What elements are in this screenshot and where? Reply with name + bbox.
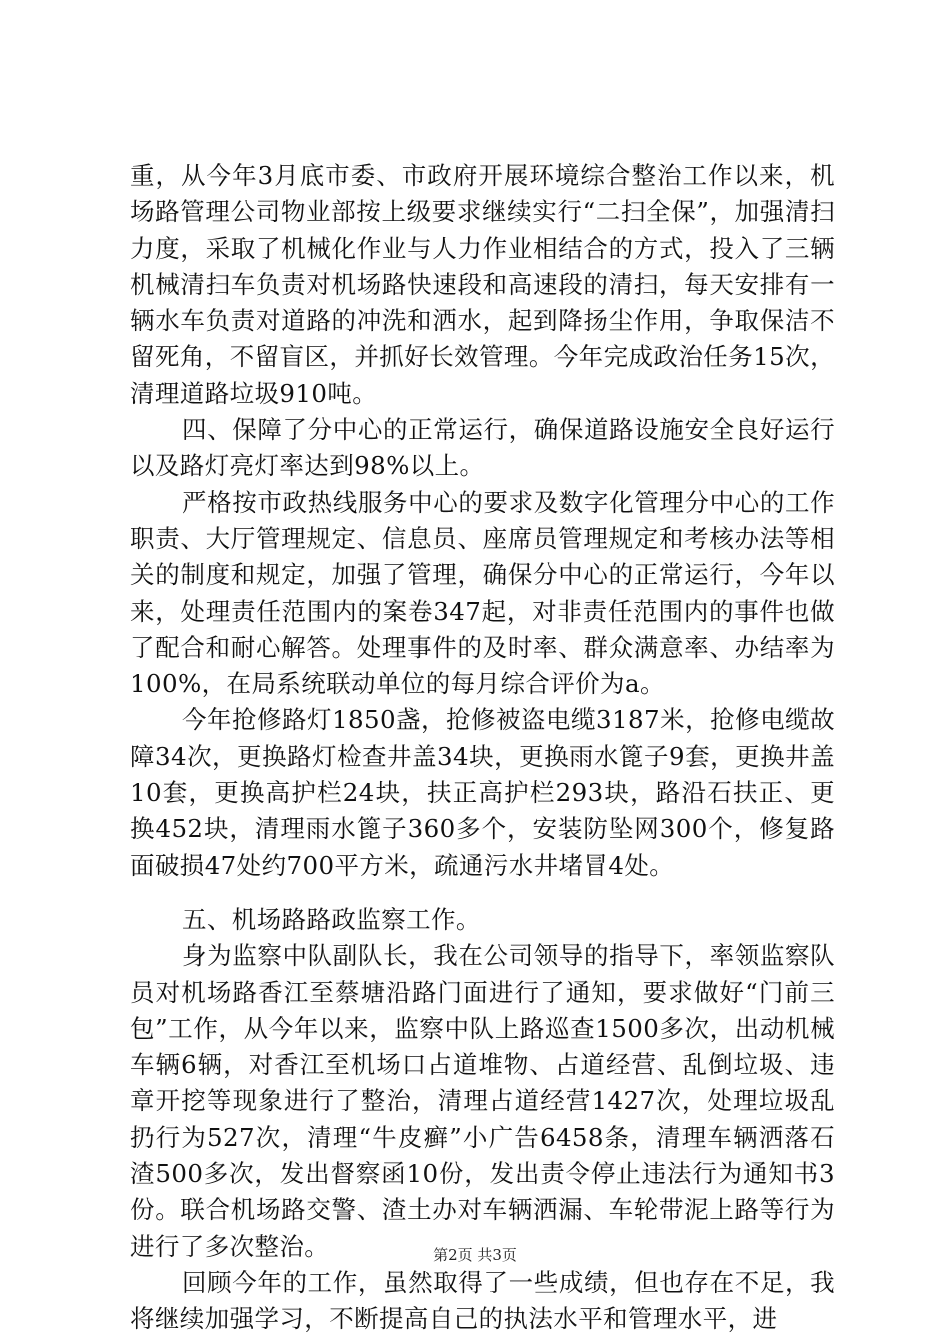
paragraph-supervision: 身为监察中队副队长，我在公司领导的指导下，率领监察队员对机场路香江至蔡塘沿路门面进行了通知，要求做好“门前三包”工作，从今年以来，监察中队上路巡查1500多次，出动机械车辆6辆，对香江至机场口占道堆物、占道经营、乱倒垃圾、违章开挖等现象进行了整治，清理占道经营1427次，处理垃圾乱扔行为527次，清理“牛皮癣”小广告6458条，清理车辆洒落石渣500多次，发出督察函10份，发出责令停止违法行为通知书3份。联合机场路交警、渣土办对车辆洒漏、车轮带泥上路等行为进行了多次整治。 <box>130 941 835 1261</box>
heading-section-five: 五、机场路路政监察工作。 <box>182 904 481 934</box>
document-body <box>130 158 835 1338</box>
paragraph-review: 回顾今年的工作，虽然取得了一些成绩，但也存在不足，我将继续加强学习，不断提高自己的执法水平和管理水平，进 <box>130 1267 835 1334</box>
paragraph-service-center: 严格按市政热线服务中心的要求及数字化管理分中心的工作职责、大厅管理规定、信息员、座席员管理规定和考核办法等相关的制度和规定，加强了管理，确保分中心的正常运行，今年以来，处理责任范围内的案卷347起，对非责任范围内的事件也做了配合和耐心解答。处理事件的及时率、群众满意率、办结率为100%，在局系统联动单位的每月综合评价为a。 <box>130 487 835 699</box>
heading-section-four: 四、保障了分中心的正常运行，确保道路设施安全良好运行以及路灯亮灯率达到98%以上。 <box>130 415 835 481</box>
page-number-footer: 第2页 共3页 <box>433 1246 517 1264</box>
paragraph-spacer <box>130 884 835 902</box>
paragraph-continuation: 重，从今年3月底市委、市政府开展环境综合整治工作以来，机场路管理公司物业部按上级要求继续实行“二扫全保”，加强清扫力度，采取了机械化作业与人力作业相结合的方式，投入了三辆机械清扫车负责对机场路快速段和高速段的清扫，每天安排有一辆水车负责对道路的冲洗和洒水，起到降扬尘作用，争取保洁不留死角，不留盲区，并抓好长效管理。今年完成政治任务15次，清理道路垃圾910吨。 <box>130 161 835 408</box>
paragraph-repairs: 今年抢修路灯1850盏，抢修被盗电缆3187米，抢修电缆故障34次，更换路灯检查井盖34块，更换雨水篦子9套，更换井盖10套，更换高护栏24块，扶正高护栏293块，路沿石扶正、更换452块，清理雨水篦子360多个，安装防坠网300个，修复路面破损47处约700平方米，疏通污水井堵冒4处。 <box>130 705 835 880</box>
